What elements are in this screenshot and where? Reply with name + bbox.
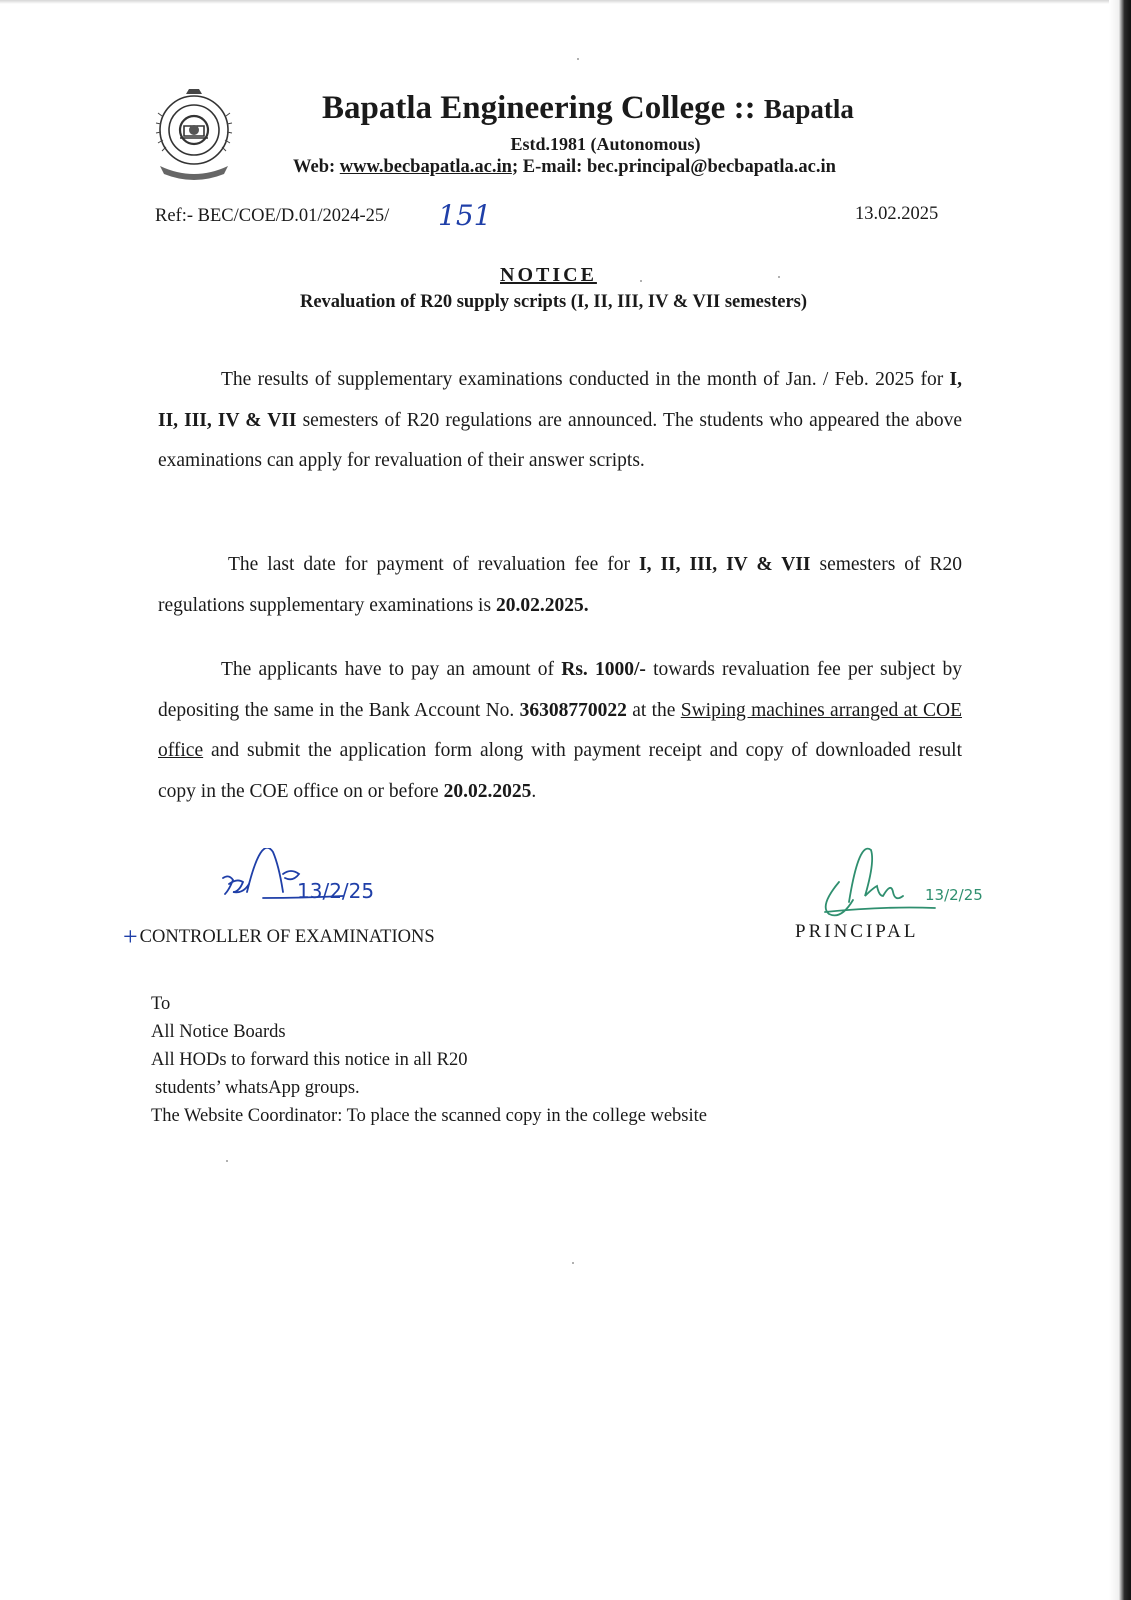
p3-swiping-machines: Swiping machines arranged at COE office [158, 699, 962, 761]
paragraph-results [158, 360, 962, 482]
notice-heading: NOTICE [500, 264, 597, 286]
principal-signature [805, 842, 1005, 924]
p2-last-date: 20.02.2025. [495, 594, 589, 616]
handwritten-ref-number: 151 [438, 199, 492, 232]
p1-semesters: I, II, III, IV & VII [158, 369, 962, 431]
distribution-line: The Website Coordinator: To place the scanned copy in the college website [151, 1106, 707, 1126]
coe-signature-date: 13/2/25 [297, 879, 375, 903]
notice-subject-text: Revaluation of R20 supply scripts (I, II, III, IV & VII semesters) [299, 292, 808, 312]
coe-title-line [123, 922, 435, 952]
p3-text-a: The applicants have to pay an amount of [221, 659, 562, 680]
distribution-line: students’ whatsApp groups. [155, 1078, 360, 1098]
p3-text-c: towards revaluation fee per subject by depositing the same in the Bank Account No. [158, 659, 962, 721]
college-name-heading [322, 90, 854, 127]
established-line [0, 134, 1131, 155]
p3-text-g: and submit the application form along with payment receipt and copy of downloaded result copy in the COE office on or before [158, 740, 962, 802]
distribution-list [151, 990, 707, 1130]
web-label: Web: [293, 157, 336, 177]
p3-account-number: 36308770022 [519, 699, 627, 721]
distribution-to: To [151, 994, 171, 1014]
paragraph-last-date [158, 545, 962, 626]
established-text: Estd.1981 (Autonomous) [510, 134, 701, 154]
principal-title: PRINCIPAL [795, 921, 919, 942]
distribution-line: All Notice Boards [151, 1022, 286, 1042]
reference-number: Ref:- BEC/COE/D.01/2024-25/ [155, 206, 390, 226]
contact-line [293, 157, 836, 178]
p1-text-a: The results of supplementary examinations conducted in the month of Jan. / Feb. 2025 for [221, 369, 950, 390]
scan-edge-right [1109, 0, 1131, 1600]
p3-text-e: at the [626, 699, 681, 721]
college-place: Bapatla [763, 94, 854, 124]
principal-signature-date: 13/2/25 [925, 886, 983, 904]
scan-edge-top [0, 0, 1131, 4]
coe-title: CONTROLLER OF EXAMINATIONS [139, 927, 435, 947]
email-label: ; E-mail: [511, 157, 583, 177]
scan-speck [572, 1262, 574, 1264]
college-name: Bapatla Engineering College :: [322, 90, 756, 126]
p3-fee-amount: Rs. 1000/- [561, 659, 646, 680]
distribution-line: All HODs to forward this notice in all R20 [151, 1050, 468, 1070]
email-address[interactable]: bec.principal@becbapatla.ac.in [586, 157, 836, 177]
p2-text-a: The last date for payment of revaluation fee for [228, 554, 640, 575]
notice-subject [0, 292, 1131, 313]
website-link[interactable]: www.becbapatla.ac.in [339, 157, 512, 177]
p3-deadline: 20.02.2025 [443, 780, 532, 802]
scan-speck [640, 280, 642, 282]
plus-mark-icon: + [123, 922, 138, 951]
notice-date: 13.02.2025 [855, 204, 939, 224]
p2-text-c: semesters of R20 regulations supplementary examinations is [158, 554, 962, 616]
scan-speck [778, 276, 780, 278]
coe-signature [205, 848, 435, 920]
scan-speck [226, 1160, 228, 1162]
p1-text-c: semesters of R20 regulations are announced. The students who appeared the above examinations can apply for revaluation of their answer scripts. [158, 409, 962, 471]
p2-semesters: I, II, III, IV & VII [639, 554, 811, 575]
paragraph-payment [158, 650, 962, 812]
p3-text-i: . [531, 780, 537, 802]
scan-speck [577, 58, 579, 60]
